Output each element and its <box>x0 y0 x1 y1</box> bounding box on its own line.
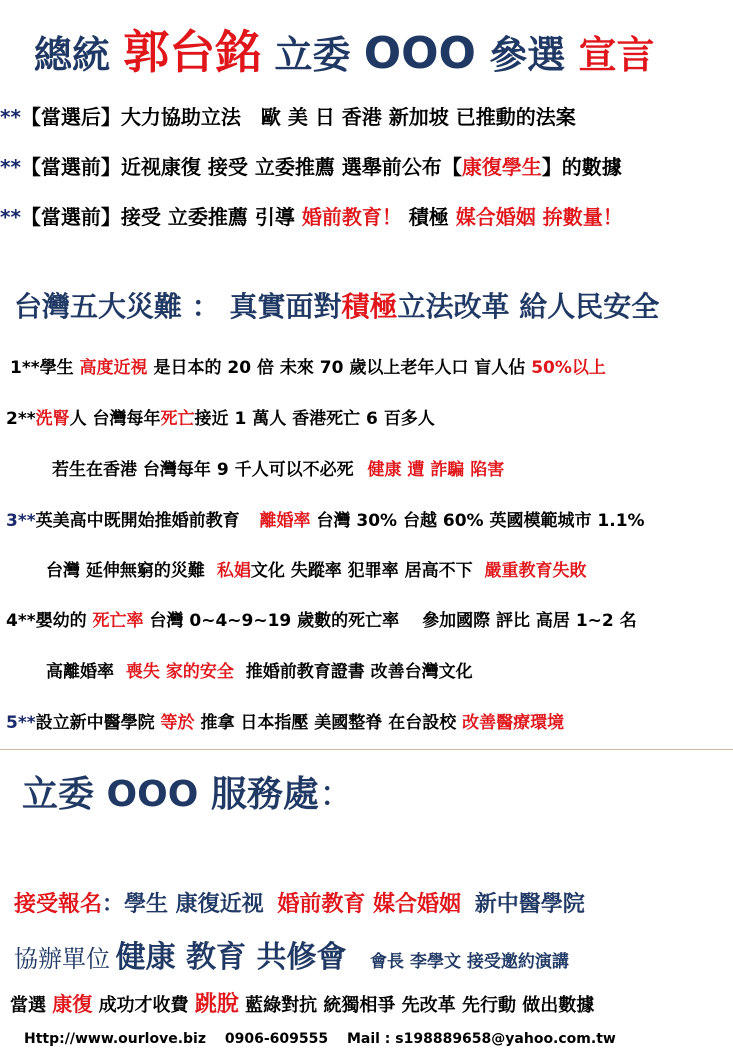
pledge-text: 【 <box>441 155 462 179</box>
pledge-line <box>0 201 623 230</box>
heading-text: 立法改革 給人民安全 <box>397 290 660 323</box>
disaster-item-cont <box>52 455 504 480</box>
signup-line <box>14 887 585 918</box>
item-highlight: 死亡 <box>160 409 195 429</box>
disaster-item <box>10 353 606 378</box>
item-text: 高離婚率 <box>46 662 114 682</box>
signup-text: 新中醫學院 <box>474 892 585 917</box>
item-text: 英美高中既開始推婚前教育 <box>35 511 240 531</box>
item-highlight: 洗腎 <box>35 409 70 429</box>
item-text: 推婚前教育證書 改善台灣文化 <box>245 662 473 682</box>
item-text: 台灣 0~4~9~19 歲數的死亡率 參加國際 評比 高居 1~2 名 <box>149 611 637 631</box>
pledge-highlight: 媒合婚姻 拚數量！ <box>455 205 623 229</box>
item-text: 台灣 30% 台越 60% 英國模範城市 1.1% <box>316 511 645 531</box>
item-highlight: 離婚率 <box>259 511 311 531</box>
item-highlight: 等於 <box>160 713 195 733</box>
pledge-highlight: 婚前教育！ <box>301 205 402 229</box>
contact-line: Http://www.ourlove.biz 0906-609555 Mail : s198889658@yahoo.com.tw <box>24 1031 616 1047</box>
pledge-highlight: 康復學生 <box>461 155 542 179</box>
item-highlight: 死亡率 <box>92 611 144 631</box>
signup-label: 接受報名 <box>14 892 103 917</box>
pledge-text: 【當選后】大力協助立法 歐 美 日 香港 新加坡 已推動的法案 <box>20 105 576 129</box>
disaster-item-cont <box>46 556 587 581</box>
disaster-item <box>6 506 645 531</box>
section-divider <box>0 749 733 750</box>
disaster-item <box>6 606 637 631</box>
item-text: 4**嬰幼的 <box>6 611 87 631</box>
item-text: 台灣 延伸無窮的災難 <box>46 561 205 581</box>
title-candidate-placeholder: OOO <box>363 28 476 79</box>
pledge-line <box>0 151 622 180</box>
item-highlight: 私娼 <box>216 561 251 581</box>
title-candidate: 郭台銘 <box>123 25 262 79</box>
item-text: 5** <box>6 713 36 733</box>
heading-highlight: 積極 <box>341 290 398 323</box>
item-highlight: 健康 遭 詐騙 陷害 <box>367 460 505 480</box>
item-highlight: 50%以上 <box>531 358 606 378</box>
signup-highlight: 婚前教育 媒合婚姻 <box>277 892 462 917</box>
bullet-marker: ** <box>0 155 21 179</box>
heading-text: 台灣五大災難 ： 真實面對 <box>14 290 342 323</box>
fee-highlight: 康復 <box>52 992 93 1016</box>
pledge-text: 【當選前】近视康復 接受 立委推薦 選舉前公布 <box>20 155 442 179</box>
bullet-marker: ** <box>0 105 21 129</box>
title-part: 立委 <box>274 33 351 77</box>
pledge-text: 】的數據 <box>541 155 622 179</box>
item-highlight: 喪失 家的安全 <box>125 662 234 682</box>
disaster-item <box>6 708 564 733</box>
disaster-item-cont <box>46 657 473 682</box>
page-title <box>34 16 654 82</box>
pledge-text: 【當選前】接受 立委推薦 引導 <box>20 205 295 229</box>
item-text: 2** <box>6 409 36 429</box>
item-text: 3** <box>6 511 36 531</box>
pledge-text: 積極 <box>408 205 449 229</box>
co-organizer-label: 協辦單位 <box>14 945 110 973</box>
fee-text: 藍綠對抗 統獨相爭 先改革 先行動 做出數據 <box>245 995 595 1016</box>
fee-text: 成功才收費 <box>98 995 189 1016</box>
pledge-line <box>0 101 576 130</box>
co-organizer-name: 健康 教育 共修會 <box>115 940 347 975</box>
bullet-marker: ** <box>0 205 21 229</box>
title-part: 總統 <box>34 33 111 77</box>
co-organizer-line <box>14 932 569 976</box>
fee-text: 當選 <box>10 995 46 1016</box>
fee-highlight: 跳脫 <box>194 992 239 1017</box>
item-text: 人 台灣每年 <box>69 409 161 429</box>
office-title-colon: ： <box>318 774 355 815</box>
disaster-item <box>6 404 435 429</box>
signup-text: ：學生 康復近视 <box>102 892 264 917</box>
fee-line <box>10 987 594 1018</box>
section-heading <box>14 285 659 325</box>
office-title <box>22 766 355 817</box>
office-title-text: 立委 OOO 服務處 <box>22 774 319 815</box>
item-text: 1**學生 <box>10 358 74 378</box>
item-highlight: 嚴重教育失敗 <box>484 561 587 581</box>
item-text: 文化 失蹤率 犯罪率 居高不下 <box>250 561 473 581</box>
co-organizer-contact: 會長 李學文 接受邀約演講 <box>370 952 569 972</box>
item-text: 接近 1 萬人 香港死亡 6 百多人 <box>194 409 435 429</box>
item-text: 是日本的 20 倍 未來 70 歲以上老年人口 盲人佔 <box>153 358 526 378</box>
item-text: 若生在香港 台灣每年 9 千人可以不必死 <box>52 460 354 480</box>
title-part: 宣言 <box>578 33 655 77</box>
item-highlight: 改善醫療環境 <box>462 713 565 733</box>
item-text: 設立新中醫學院 <box>35 713 155 733</box>
item-text: 推拿 日本指壓 美國整脊 在台設校 <box>200 713 457 733</box>
title-part: 參選 <box>489 33 566 77</box>
item-highlight: 高度近視 <box>79 358 148 378</box>
